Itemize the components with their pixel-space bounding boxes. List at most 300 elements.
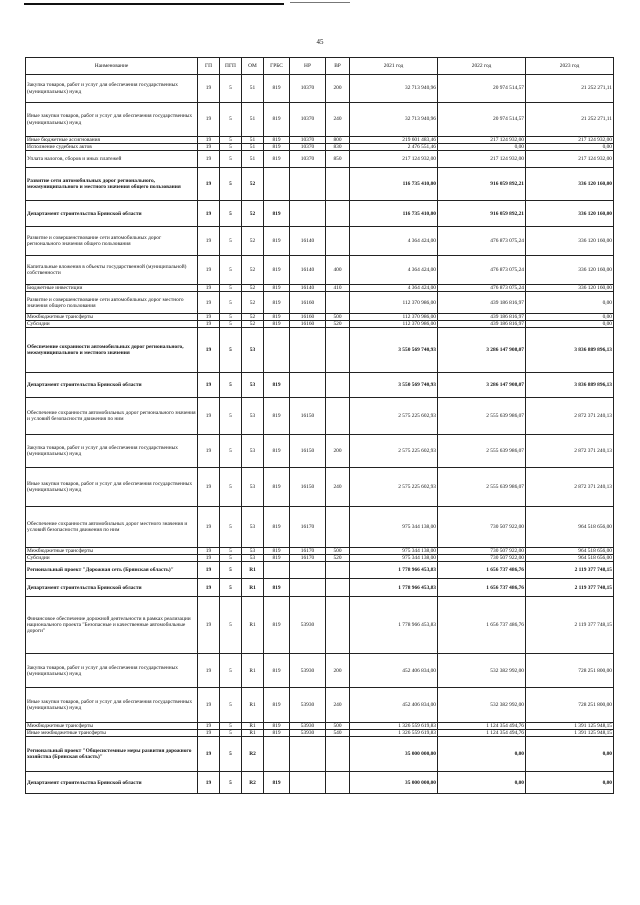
cell-name: Иные бюджетные ассигнования: [26, 137, 198, 144]
cell-grbs: 819: [264, 548, 290, 555]
cell-amount-2022: 1 124 354 494,76: [438, 730, 526, 737]
cell-nr: [290, 168, 326, 201]
cell-gp: 19: [198, 201, 220, 227]
cell-gp: 19: [198, 737, 220, 772]
cell-grbs: 819: [264, 75, 290, 103]
cell-amount-2022: 476 873 075,24: [438, 227, 526, 256]
cell-grbs: 819: [264, 137, 290, 144]
cell-om: 52: [242, 168, 264, 201]
top-rule: [24, 3, 284, 5]
cell-name: Капитальные вложения в объекты государственной (муниципальной) собственности: [26, 256, 198, 285]
cell-amount-2022: 0,00: [438, 144, 526, 151]
cell-om: 51: [242, 151, 264, 168]
cell-amount-2022: 1 656 737 486,76: [438, 579, 526, 597]
cell-nr: 16170: [290, 548, 326, 555]
cell-name: Иные закупки товаров, работ и услуг для обеспечения государственных (муниципальных) нужд: [26, 688, 198, 723]
cell-amount-2021: 217 124 932,00: [350, 151, 438, 168]
cell-grbs: 819: [264, 507, 290, 548]
cell-gp: 19: [198, 398, 220, 435]
header-2022: 2022 год: [438, 58, 526, 75]
header-gp: ГП: [198, 58, 220, 75]
cell-name: Обеспечение сохранности автомобильных дорог местного значения и условий безопасности движения по ним: [26, 507, 198, 548]
cell-nr: 16170: [290, 507, 326, 548]
cell-name: Департамент строительства Брянской области: [26, 373, 198, 398]
cell-pgp: 5: [220, 314, 242, 321]
cell-gp: 19: [198, 321, 220, 328]
cell-grbs: [264, 328, 290, 373]
cell-amount-2022: 730 507 922,00: [438, 507, 526, 548]
cell-pgp: 5: [220, 151, 242, 168]
cell-amount-2021: 1 778 966 453,83: [350, 562, 438, 579]
cell-amount-2022: 439 186 816,97: [438, 321, 526, 328]
cell-om: 51: [242, 137, 264, 144]
cell-om: 52: [242, 292, 264, 314]
cell-nr: [290, 579, 326, 597]
cell-amount-2022: 2 555 639 986,07: [438, 398, 526, 435]
table-row: [26, 256, 614, 285]
cell-om: 53: [242, 555, 264, 562]
cell-gp: 19: [198, 75, 220, 103]
table-row: [26, 730, 614, 737]
cell-name: Развитие и совершенствование сети автомобильных дорог местного значения общего пользования: [26, 292, 198, 314]
cell-amount-2021: 35 000 000,00: [350, 737, 438, 772]
cell-amount-2023: 964 518 656,00: [526, 548, 614, 555]
cell-om: 52: [242, 321, 264, 328]
cell-gp: 19: [198, 507, 220, 548]
cell-name: Обеспечение сохранности автомобильных дорог регионального, межмуниципального и местного значения: [26, 328, 198, 373]
cell-nr: 16150: [290, 468, 326, 507]
cell-amount-2023: 2 872 371 240,13: [526, 435, 614, 468]
cell-pgp: 5: [220, 597, 242, 654]
cell-grbs: 819: [264, 373, 290, 398]
cell-name: Субсидии: [26, 321, 198, 328]
cell-amount-2021: 35 000 000,00: [350, 772, 438, 794]
cell-om: 51: [242, 144, 264, 151]
cell-nr: 10370: [290, 75, 326, 103]
cell-amount-2021: 112 370 986,00: [350, 321, 438, 328]
cell-amount-2022: 476 873 075,24: [438, 285, 526, 292]
cell-grbs: 819: [264, 285, 290, 292]
cell-om: R1: [242, 730, 264, 737]
cell-amount-2021: 975 344 138,00: [350, 555, 438, 562]
cell-amount-2023: 336 120 160,00: [526, 168, 614, 201]
cell-vr: [326, 597, 350, 654]
cell-nr: 53930: [290, 730, 326, 737]
cell-nr: 10370: [290, 103, 326, 137]
cell-amount-2023: 964 518 656,00: [526, 507, 614, 548]
cell-gp: 19: [198, 168, 220, 201]
cell-om: 53: [242, 468, 264, 507]
cell-nr: 53930: [290, 597, 326, 654]
cell-nr: 16160: [290, 321, 326, 328]
cell-vr: [326, 398, 350, 435]
cell-amount-2023: 336 120 160,00: [526, 227, 614, 256]
cell-amount-2021: 2 575 225 602,93: [350, 468, 438, 507]
cell-pgp: 5: [220, 737, 242, 772]
table-row: [26, 314, 614, 321]
cell-om: 52: [242, 201, 264, 227]
header-2021: 2021 год: [350, 58, 438, 75]
cell-vr: [326, 168, 350, 201]
header-om: ОМ: [242, 58, 264, 75]
cell-amount-2023: 336 120 160,00: [526, 256, 614, 285]
cell-vr: 200: [326, 435, 350, 468]
cell-pgp: 5: [220, 227, 242, 256]
cell-pgp: 5: [220, 468, 242, 507]
cell-amount-2023: 0,00: [526, 292, 614, 314]
cell-pgp: 5: [220, 75, 242, 103]
cell-grbs: 819: [264, 144, 290, 151]
cell-amount-2021: 452 406 834,00: [350, 688, 438, 723]
cell-amount-2022: 532 382 992,00: [438, 654, 526, 688]
cell-gp: 19: [198, 292, 220, 314]
cell-amount-2022: 1 656 737 486,76: [438, 562, 526, 579]
cell-vr: 500: [326, 548, 350, 555]
cell-amount-2023: 2 872 371 240,13: [526, 398, 614, 435]
cell-vr: 540: [326, 730, 350, 737]
cell-nr: 10370: [290, 137, 326, 144]
cell-amount-2023: 3 836 889 896,13: [526, 328, 614, 373]
cell-pgp: 5: [220, 103, 242, 137]
cell-name: Межбюджетные трансферты: [26, 548, 198, 555]
cell-pgp: 5: [220, 562, 242, 579]
header-2023: 2023 год: [526, 58, 614, 75]
cell-gp: 19: [198, 285, 220, 292]
cell-grbs: 819: [264, 227, 290, 256]
table-row: [26, 562, 614, 579]
cell-grbs: 819: [264, 597, 290, 654]
table-row: [26, 548, 614, 555]
cell-om: 53: [242, 507, 264, 548]
cell-amount-2021: 4 364 424,00: [350, 285, 438, 292]
table-row: [26, 435, 614, 468]
cell-grbs: 819: [264, 688, 290, 723]
header-pgp: ПГП: [220, 58, 242, 75]
cell-grbs: 819: [264, 654, 290, 688]
cell-nr: 16170: [290, 555, 326, 562]
cell-nr: [290, 772, 326, 794]
top-rule-short: [290, 2, 350, 3]
table-row: [26, 144, 614, 151]
cell-amount-2022: 0,00: [438, 737, 526, 772]
cell-grbs: 819: [264, 103, 290, 137]
cell-amount-2021: 1 778 966 453,83: [350, 597, 438, 654]
cell-om: 52: [242, 256, 264, 285]
cell-amount-2023: 0,00: [526, 737, 614, 772]
cell-gp: 19: [198, 468, 220, 507]
cell-amount-2023: 728 251 800,00: [526, 654, 614, 688]
table-row: [26, 151, 614, 168]
cell-gp: 19: [198, 772, 220, 794]
cell-pgp: 5: [220, 654, 242, 688]
cell-grbs: 819: [264, 256, 290, 285]
cell-amount-2021: 1 326 559 619,83: [350, 723, 438, 730]
table-row: [26, 579, 614, 597]
cell-amount-2023: 0,00: [526, 772, 614, 794]
cell-amount-2022: 217 124 932,00: [438, 151, 526, 168]
cell-grbs: 819: [264, 292, 290, 314]
cell-om: 53: [242, 373, 264, 398]
cell-nr: 16160: [290, 292, 326, 314]
cell-vr: 240: [326, 688, 350, 723]
cell-name: Департамент строительства Брянской области: [26, 772, 198, 794]
cell-gp: 19: [198, 730, 220, 737]
cell-om: 53: [242, 435, 264, 468]
cell-amount-2022: 730 507 922,00: [438, 555, 526, 562]
cell-vr: [326, 772, 350, 794]
cell-amount-2022: 1 656 737 486,76: [438, 597, 526, 654]
cell-vr: 240: [326, 103, 350, 137]
cell-vr: 410: [326, 285, 350, 292]
cell-vr: [326, 562, 350, 579]
cell-om: 51: [242, 103, 264, 137]
cell-amount-2023: 2 119 377 748,15: [526, 579, 614, 597]
page-number: 45: [316, 38, 324, 46]
table-row: [26, 398, 614, 435]
cell-amount-2022: 20 974 514,57: [438, 103, 526, 137]
table-row: [26, 772, 614, 794]
cell-amount-2023: 0,00: [526, 321, 614, 328]
cell-vr: 500: [326, 723, 350, 730]
cell-gp: 19: [198, 328, 220, 373]
budget-table: [25, 57, 614, 794]
cell-gp: 19: [198, 555, 220, 562]
cell-amount-2021: 4 364 424,00: [350, 227, 438, 256]
header-nr: НР: [290, 58, 326, 75]
cell-gp: 19: [198, 654, 220, 688]
cell-amount-2022: 916 059 892,21: [438, 168, 526, 201]
cell-name: Иные межбюджетные трансферты: [26, 730, 198, 737]
cell-name: Закупка товаров, работ и услуг для обеспечения государственных (муниципальных) нужд: [26, 75, 198, 103]
table-row: [26, 688, 614, 723]
cell-amount-2023: 1 391 125 948,15: [526, 730, 614, 737]
cell-pgp: 5: [220, 548, 242, 555]
cell-amount-2021: 1 326 559 619,83: [350, 730, 438, 737]
cell-amount-2021: 452 406 834,00: [350, 654, 438, 688]
cell-amount-2021: 3 550 569 740,93: [350, 328, 438, 373]
cell-vr: 200: [326, 654, 350, 688]
cell-vr: 500: [326, 314, 350, 321]
cell-amount-2021: 116 735 410,00: [350, 168, 438, 201]
cell-om: R1: [242, 597, 264, 654]
cell-amount-2023: 336 120 160,00: [526, 285, 614, 292]
table-row: [26, 75, 614, 103]
cell-om: 53: [242, 548, 264, 555]
table-row: [26, 468, 614, 507]
cell-amount-2022: 476 873 075,24: [438, 256, 526, 285]
cell-amount-2023: 0,00: [526, 314, 614, 321]
cell-amount-2023: 3 836 889 896,13: [526, 373, 614, 398]
table-row: [26, 597, 614, 654]
cell-gp: 19: [198, 314, 220, 321]
cell-gp: 19: [198, 373, 220, 398]
cell-gp: 19: [198, 151, 220, 168]
cell-grbs: 819: [264, 468, 290, 507]
cell-pgp: 5: [220, 730, 242, 737]
cell-grbs: [264, 562, 290, 579]
cell-pgp: 5: [220, 168, 242, 201]
cell-om: 53: [242, 328, 264, 373]
table-row: [26, 737, 614, 772]
cell-nr: 53930: [290, 688, 326, 723]
cell-pgp: 5: [220, 285, 242, 292]
cell-pgp: 5: [220, 321, 242, 328]
cell-vr: 200: [326, 75, 350, 103]
cell-name: Обеспечение сохранности автомобильных дорог регионального значения и условий безопасности движения по ним: [26, 398, 198, 435]
cell-om: R1: [242, 723, 264, 730]
cell-nr: 10370: [290, 151, 326, 168]
cell-name: Исполнение судебных актов: [26, 144, 198, 151]
cell-grbs: 819: [264, 321, 290, 328]
cell-nr: 53930: [290, 654, 326, 688]
cell-amount-2022: 1 124 354 494,76: [438, 723, 526, 730]
cell-vr: [326, 227, 350, 256]
cell-pgp: 5: [220, 144, 242, 151]
cell-nr: 10370: [290, 144, 326, 151]
cell-nr: [290, 373, 326, 398]
table-row: [26, 285, 614, 292]
cell-amount-2023: 2 872 371 240,13: [526, 468, 614, 507]
cell-gp: 19: [198, 579, 220, 597]
cell-amount-2021: 1 778 966 453,83: [350, 579, 438, 597]
header-name: Наименование: [26, 58, 198, 75]
cell-name: Региональный проект "Дорожная сеть (Брянская область)": [26, 562, 198, 579]
cell-grbs: 819: [264, 151, 290, 168]
cell-pgp: 5: [220, 772, 242, 794]
cell-gp: 19: [198, 723, 220, 730]
cell-amount-2023: 1 391 125 948,15: [526, 723, 614, 730]
cell-amount-2023: 964 518 656,00: [526, 555, 614, 562]
cell-om: 51: [242, 75, 264, 103]
cell-name: Департамент строительства Брянской области: [26, 201, 198, 227]
cell-amount-2021: 4 364 424,00: [350, 256, 438, 285]
cell-nr: 16160: [290, 314, 326, 321]
cell-nr: [290, 328, 326, 373]
cell-name: Закупка товаров, работ и услуг для обеспечения государственных (муниципальных) нужд: [26, 654, 198, 688]
cell-amount-2023: 21 252 271,11: [526, 75, 614, 103]
cell-nr: 16140: [290, 285, 326, 292]
cell-amount-2022: 730 507 922,00: [438, 548, 526, 555]
cell-name: Бюджетные инвестиции: [26, 285, 198, 292]
cell-amount-2023: 217 124 932,00: [526, 137, 614, 144]
cell-gp: 19: [198, 144, 220, 151]
table-row: [26, 723, 614, 730]
cell-amount-2022: 0,00: [438, 772, 526, 794]
cell-pgp: 5: [220, 555, 242, 562]
cell-amount-2022: 3 286 147 908,07: [438, 328, 526, 373]
cell-pgp: 5: [220, 201, 242, 227]
cell-amount-2023: 2 119 377 748,15: [526, 597, 614, 654]
cell-vr: [326, 201, 350, 227]
cell-nr: [290, 737, 326, 772]
cell-om: R2: [242, 737, 264, 772]
cell-om: R1: [242, 688, 264, 723]
cell-pgp: 5: [220, 256, 242, 285]
cell-vr: 520: [326, 321, 350, 328]
cell-om: R2: [242, 772, 264, 794]
cell-amount-2021: 975 344 138,00: [350, 548, 438, 555]
cell-grbs: 819: [264, 723, 290, 730]
cell-om: R1: [242, 654, 264, 688]
cell-amount-2022: 217 124 932,00: [438, 137, 526, 144]
cell-gp: 19: [198, 562, 220, 579]
cell-amount-2022: 532 382 992,00: [438, 688, 526, 723]
cell-amount-2023: 336 120 160,00: [526, 201, 614, 227]
cell-pgp: 5: [220, 328, 242, 373]
cell-amount-2021: 219 601 483,46: [350, 137, 438, 144]
cell-om: R1: [242, 579, 264, 597]
cell-gp: 19: [198, 227, 220, 256]
cell-amount-2022: 916 059 892,21: [438, 201, 526, 227]
cell-vr: [326, 737, 350, 772]
cell-name: Региональный проект "Общесистемные меры развития дорожного хозяйства (Брянская область)": [26, 737, 198, 772]
cell-amount-2021: 975 344 138,00: [350, 507, 438, 548]
cell-amount-2022: 2 555 639 986,07: [438, 468, 526, 507]
cell-name: Межбюджетные трансферты: [26, 314, 198, 321]
cell-grbs: [264, 737, 290, 772]
cell-om: 53: [242, 398, 264, 435]
table-row: [26, 373, 614, 398]
table-header-row: [26, 58, 614, 75]
cell-grbs: 819: [264, 201, 290, 227]
cell-name: Субсидии: [26, 555, 198, 562]
cell-pgp: 5: [220, 292, 242, 314]
cell-grbs: 819: [264, 314, 290, 321]
cell-nr: [290, 201, 326, 227]
table-row: [26, 555, 614, 562]
cell-vr: 830: [326, 144, 350, 151]
cell-amount-2023: 2 119 377 748,15: [526, 562, 614, 579]
cell-vr: 520: [326, 555, 350, 562]
cell-amount-2023: 0,00: [526, 144, 614, 151]
cell-name: Развитие и совершенствование сети автомобильных дорог регионального значения общего пользования: [26, 227, 198, 256]
table-row: [26, 103, 614, 137]
cell-vr: 240: [326, 468, 350, 507]
cell-vr: 400: [326, 256, 350, 285]
cell-amount-2021: 112 370 986,00: [350, 292, 438, 314]
header-grbs: ГРБС: [264, 58, 290, 75]
cell-grbs: 819: [264, 398, 290, 435]
cell-amount-2021: 32 713 940,96: [350, 103, 438, 137]
cell-grbs: 819: [264, 730, 290, 737]
cell-pgp: 5: [220, 398, 242, 435]
table-row: [26, 654, 614, 688]
cell-nr: [290, 562, 326, 579]
cell-vr: [326, 292, 350, 314]
cell-name: Финансовое обеспечение дорожной деятельности в рамках реализации национального проекта "Безопасные и качественные автомобильные дороги": [26, 597, 198, 654]
cell-name: Иные закупки товаров, работ и услуг для обеспечения государственных (муниципальных) нужд: [26, 103, 198, 137]
cell-vr: [326, 579, 350, 597]
cell-grbs: 819: [264, 579, 290, 597]
table-row: [26, 321, 614, 328]
cell-vr: 850: [326, 151, 350, 168]
cell-pgp: 5: [220, 579, 242, 597]
cell-om: 52: [242, 285, 264, 292]
cell-vr: [326, 507, 350, 548]
cell-nr: 53930: [290, 723, 326, 730]
cell-gp: 19: [198, 103, 220, 137]
cell-gp: 19: [198, 435, 220, 468]
cell-pgp: 5: [220, 723, 242, 730]
cell-om: R1: [242, 562, 264, 579]
table-row: [26, 507, 614, 548]
cell-gp: 19: [198, 256, 220, 285]
cell-grbs: 819: [264, 435, 290, 468]
cell-amount-2021: 32 713 940,96: [350, 75, 438, 103]
cell-amount-2022: 20 974 514,57: [438, 75, 526, 103]
cell-grbs: [264, 168, 290, 201]
cell-gp: 19: [198, 597, 220, 654]
